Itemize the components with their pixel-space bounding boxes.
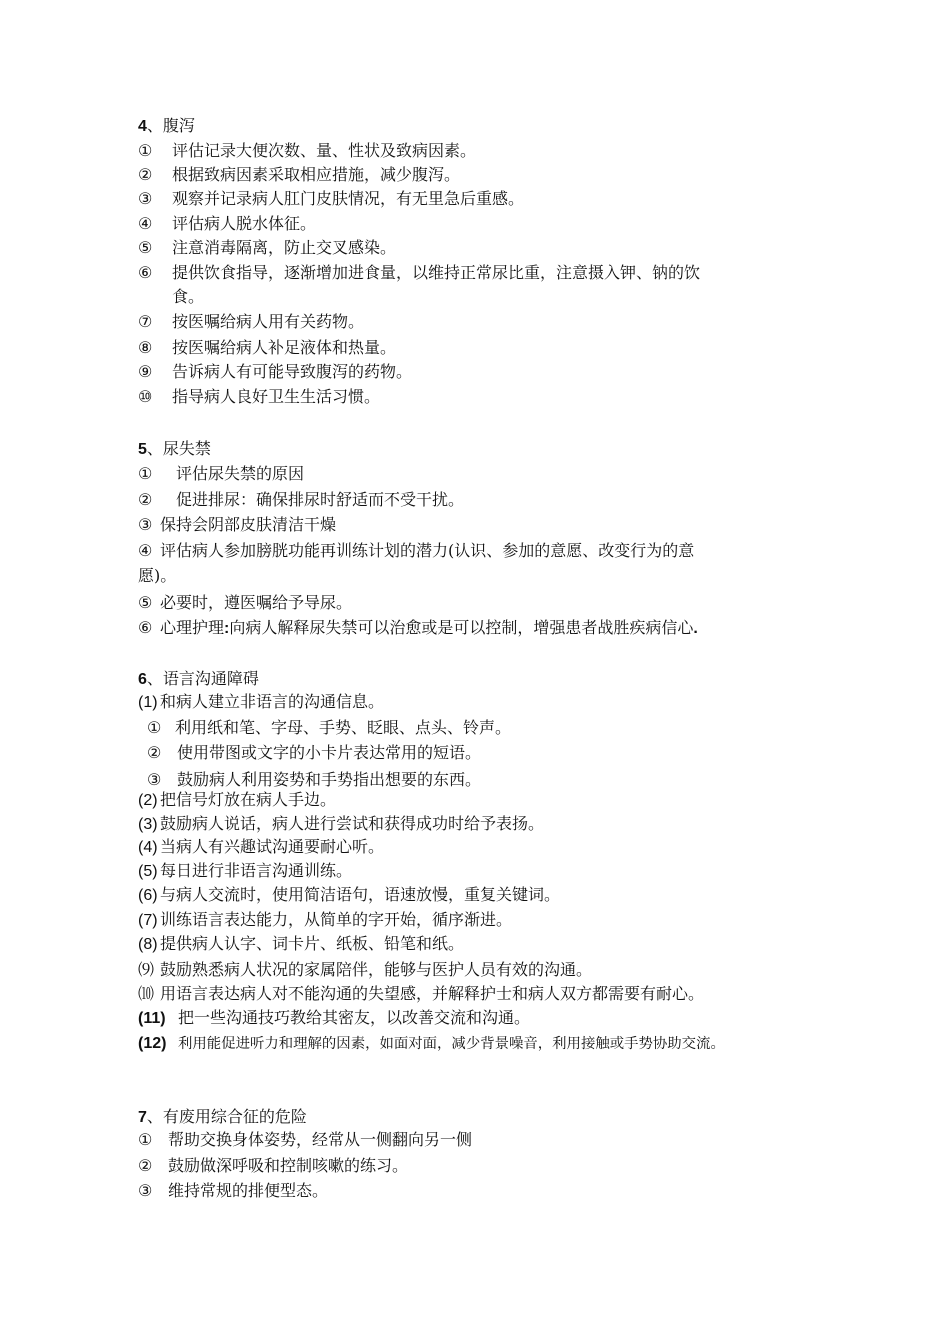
list-item: ① 评估记录大便次数、量、性状及致病因素。	[138, 141, 477, 160]
section-5-heading	[138, 439, 211, 459]
list-item: ④ 评估病人参加膀胱功能再训练计划的潜力(认识、参加的意愿、改变行为的意	[138, 541, 695, 560]
list-sub-item: ② 使用带图或文字的小卡片表达常用的短语。	[147, 743, 482, 762]
section-title: 、尿失禁	[146, 439, 211, 458]
list-item: (11) 把一些沟通技巧教给其密友，以改善交流和沟通。	[138, 1008, 531, 1027]
list-sub-item: ① 利用纸和笔、字母、手势、眨眼、点头、铃声。	[147, 718, 512, 737]
list-item: ⑽ 用语言表达病人对不能沟通的失望感，并解释护士和病人双方都需要有耐心。	[138, 984, 705, 1003]
list-item: (12) 利用能促进听力和理解的因素，如面对面，减少背景噪音，利用接触或手势协助交流。	[138, 1035, 725, 1052]
section-4-heading	[138, 116, 195, 136]
list-item: ② 鼓励做深呼吸和控制咳嗽的练习。	[138, 1156, 409, 1175]
section-number: 4	[138, 118, 147, 135]
list-item: ① 评估尿失禁的原因	[138, 464, 305, 483]
list-item-continuation: 食。	[172, 287, 205, 306]
list-item: (6) 与病人交流时，使用简洁语句，语速放慢，重复关键词。	[138, 885, 561, 904]
list-item: ④ 评估病人脱水体征。	[138, 214, 317, 233]
list-item: ⑤ 注意消毒隔离，防止交叉感染。	[138, 238, 397, 257]
list-item: ① 帮助交换身体姿势，经常从一侧翻向另一侧	[138, 1130, 473, 1149]
list-item: ⑼ 鼓励熟悉病人状况的家属陪伴，能够与医护人员有效的沟通。	[138, 960, 593, 979]
list-item: (1) 和病人建立非语言的沟通信息。	[138, 692, 385, 711]
list-item: ⑩ 指导病人良好卫生生活习惯。	[138, 387, 381, 406]
list-item: ⑦ 按医嘱给病人用有关药物。	[138, 312, 365, 331]
list-item: ⑥ 提供饮食指导，逐渐增加进食量，以维持正常尿比重，注意摄入钾、钠的饮	[138, 263, 701, 282]
list-item: ⑧ 按医嘱给病人补足液体和热量。	[138, 338, 397, 357]
list-item-continuation: 愿)。	[138, 566, 177, 585]
list-item: (2) 把信号灯放在病人手边。	[138, 790, 337, 809]
list-item: (8) 提供病人认字、词卡片、纸板、铅笔和纸。	[138, 934, 465, 953]
list-item: ② 根据致病因素采取相应措施，减少腹泻。	[138, 165, 461, 184]
section-title: 、语言沟通障碍	[146, 669, 259, 688]
section-title: 、腹泻	[146, 116, 195, 135]
section-7-heading	[138, 1107, 307, 1127]
list-item: ③ 观察并记录病人肛门皮肤情况，有无里急后重感。	[138, 189, 525, 208]
list-sub-item: ③ 鼓励病人利用姿势和手势指出想要的东西。	[147, 770, 482, 789]
section-title: 、有废用综合征的危险	[146, 1107, 307, 1126]
section-6-heading	[138, 669, 259, 689]
list-item: (7) 训练语言表达能力，从简单的字开始，循序渐进。	[138, 910, 513, 929]
list-item: ⑨ 告诉病人有可能导致腹泻的药物。	[138, 362, 413, 381]
list-item: ⑥ 心理护理:向病人解释尿失禁可以治愈或是可以控制，增强患者战胜疾病信心.	[138, 618, 698, 637]
list-item: ③ 保持会阴部皮肤清洁干燥	[138, 515, 337, 534]
section-number: 7	[138, 1109, 147, 1126]
list-item: ② 促进排尿：确保排尿时舒适而不受干扰。	[138, 490, 465, 509]
list-item: (3) 鼓励病人说话，病人进行尝试和获得成功时给予表扬。	[138, 814, 545, 833]
section-number: 6	[138, 671, 147, 688]
list-item: ③ 维持常规的排便型态。	[138, 1181, 329, 1200]
list-item: ⑤ 必要时，遵医嘱给予导尿。	[138, 593, 353, 612]
list-item: (4) 当病人有兴趣试沟通要耐心听。	[138, 837, 385, 856]
list-item: (5) 每日进行非语言沟通训练。	[138, 861, 353, 880]
section-number: 5	[138, 441, 147, 458]
